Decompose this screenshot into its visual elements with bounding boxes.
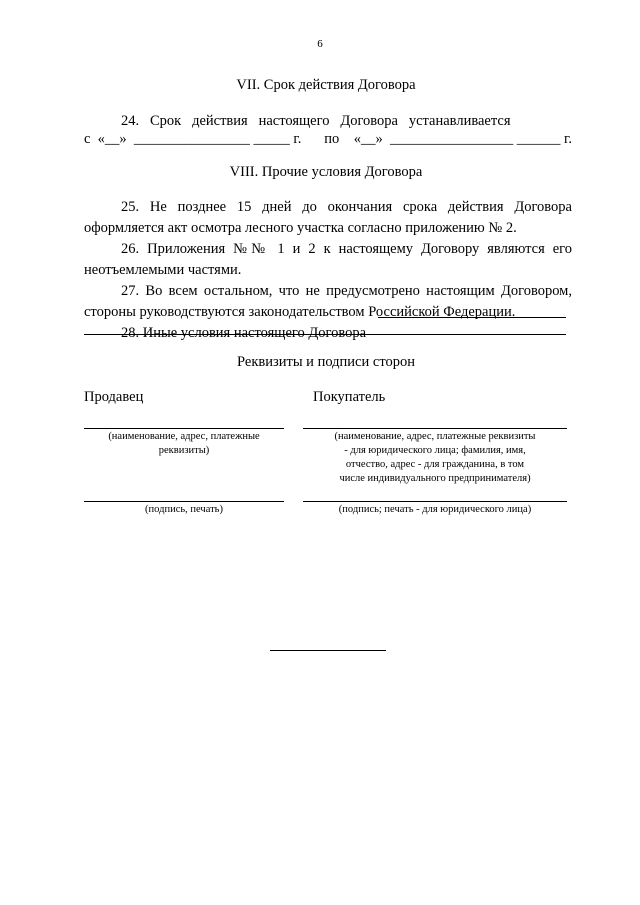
term-start-date: с «__» ________________ _____ г. [84,131,302,147]
seller-details-line [84,428,284,429]
clause-26-line-1: 26. Приложения №№ 1 и 2 к настоящему Договору являются его [121,241,572,257]
clauses-25-28 [84,197,572,344]
clause-24 [84,113,572,130]
signatures-heading: Реквизиты и подписи сторон [237,354,415,370]
clause-28-blank-line-2 [84,334,566,335]
seller-details-caption [84,430,284,458]
buyer-details-caption-line-2: - для юридического лица; фамилия, имя, [344,445,526,456]
section-8-heading: VIII. Прочие условия Договора [229,164,423,180]
buyer-details-caption-line-3: отчество, адрес - для гражданина, в том [345,459,525,470]
clause-26-line-2: неотъемлемыми частями. [84,262,242,278]
seller-details-caption-line-1: (наименование, адрес, платежные [108,431,260,442]
clause-27-line-1: 27. Во всем остальном, что не предусмотрено настоящим Договором, [121,283,572,299]
clause-28-blank-line-1 [378,317,566,318]
buyer-details-line [303,428,567,429]
seller-signature-caption: (подпись, печать) [145,504,223,515]
buyer-label: Покупатель [313,389,386,405]
buyer-signature-caption: (подпись; печать - для юридического лица) [338,504,532,515]
seller-details-caption-line-2: реквизиты) [158,445,210,456]
end-of-document-rule [270,650,386,651]
clause-25-line-1: 25. Не позднее 15 дней до окончания срока действия Договора [121,199,572,215]
section-7-heading: VII. Срок действия Договора [236,77,416,93]
clause-25-line-2: оформляется акт осмотра лесного участка согласно приложению № 2. [84,220,517,236]
clause-27-line-2: стороны руководствуются законодательством Российской Федерации. [84,304,516,320]
buyer-details-caption [303,430,567,486]
buyer-details-caption-line-4: числе индивидуального предпринимателя) [339,473,531,484]
term-end-date: по «__» _________________ ______ г. [324,131,572,147]
seller-label: Продавец [84,389,144,405]
page-number: 6 [317,38,323,50]
buyer-details-caption-line-1: (наименование, адрес, платежные реквизиты [334,431,536,442]
buyer-signature-line [303,501,567,502]
clause-24-line-1: 24. Срок действия настоящего Договора устанавливается [121,113,511,129]
seller-signature-line [84,501,284,502]
clause-28-line-1: 28. Иные условия настоящего Договора [121,325,366,341]
clause-24-term-line [84,131,572,148]
